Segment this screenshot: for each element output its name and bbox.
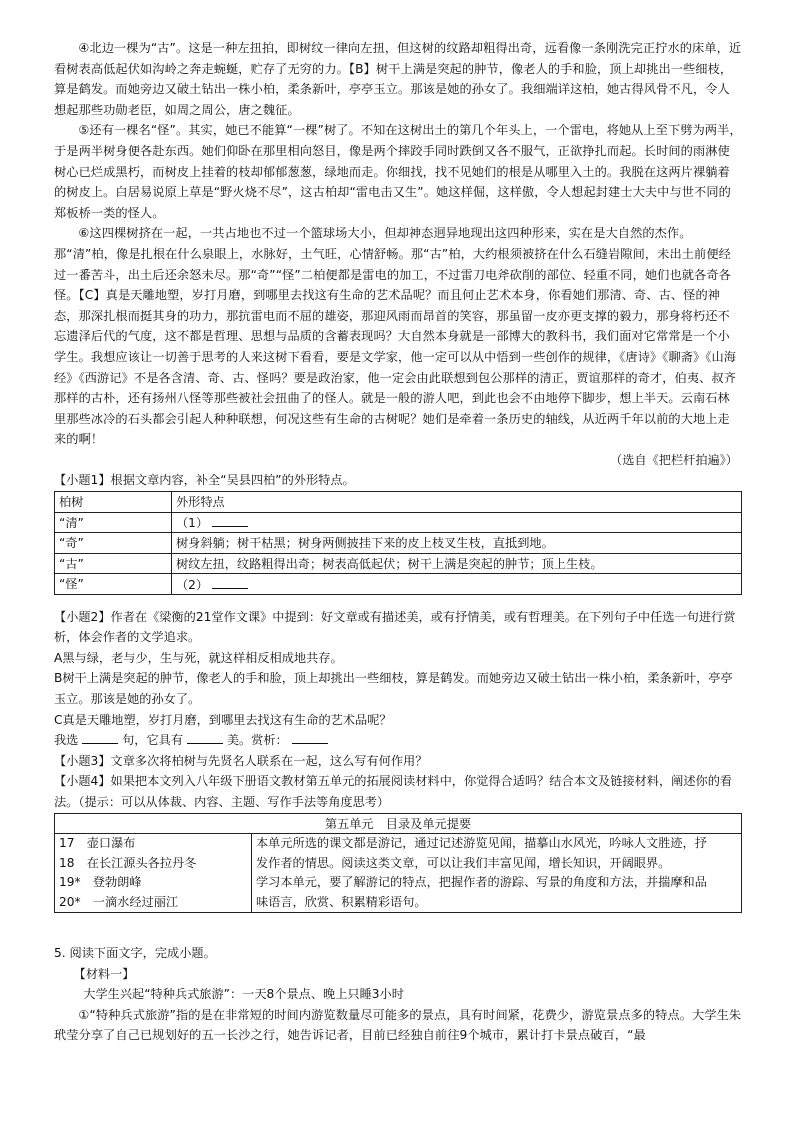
lesson-item: 17 壶口瀑布 bbox=[59, 836, 136, 850]
table-row bbox=[55, 533, 742, 554]
summary-line: 学习本单元，要了解游记的特点，把握作者的游踪、写景的角度和方法，并揣摩和品 bbox=[256, 875, 707, 889]
table-row bbox=[55, 834, 742, 913]
row-name: “清” bbox=[55, 512, 172, 533]
row-features: 树纹左扭，纹路粗得出奇；树表高低起伏；树干上满是突起的肿节；顶上生枝。 bbox=[172, 553, 742, 574]
lesson-item: 19* 登勃朗峰 bbox=[59, 875, 142, 889]
option-a: A黑与绿，老与少，生与死，就这样相反相成地共存。 bbox=[54, 650, 343, 665]
row-name: “古” bbox=[55, 553, 172, 574]
question-1-prompt: 【小题1】根据文章内容，补全“吴县四柏”的外形特点。 bbox=[54, 473, 355, 488]
header-features: 外形特点 bbox=[172, 492, 742, 513]
passage-source: （选自《把栏杆拍遍》） bbox=[610, 452, 738, 467]
unit-summary bbox=[252, 834, 742, 913]
row-features: 树身斜躺；树干枯黑；树身两侧披挂下来的皮上枝叉生枝，直抵到地。 bbox=[172, 533, 742, 554]
answer-blank-2[interactable]: （2） bbox=[172, 574, 742, 595]
material-paragraph-1: ①“特种兵式旅游”指的是在非常短的时间内游览数量尽可能多的景点，具有时间紧，花费少，游览景点多的特点。大学生朱玳莹分享了自己已规划好的五一长沙之行，她告诉记者，目前已经独自前往9个城市，累计打卡景点破百，“最 bbox=[54, 1007, 742, 1043]
table-row bbox=[55, 574, 742, 595]
passage-paragraph-4: ④北边一棵为“古”。这是一种左扭拍，即树纹一律向左扭，但这树的纹路却粗得出奇，远看像一条刚洗完正拧水的床单，近看树表高低起伏如沟岭之奔走蜿蜒，贮存了无穷的力。【B】树干上满是突起的肿节，像老人的手和脸，顶上却挑出一些细枝，算是鹤发。而她旁边又破土钻出一株小柏，柔条新叶，亭亭玉立。那该是她的孙女了。我细端详这柏，她古得风骨不凡，令人想起那些功勋老臣，如周之周公，唐之魏征。 bbox=[54, 41, 742, 117]
table-header-row bbox=[55, 492, 742, 513]
passage-paragraph-6: ⑥这四棵树挤在一起，一共占地也不过一个篮球场大小，但却神态迥异地现出这四种形来，实在是大自然的杰作。那“清”柏，像是扎根在什么泉眼上，水脉好，土气旺，心情舒畅。那“古”柏，大约根须被挤在什么石缝岩隙间，未出土前便经过一番苦斗，出土后还余怒未尽。那“奇”“怪”二柏便都是雷电的加工，不过雷刀电斧砍削的部位、轻重不同，她们也就各奇各怪。【C】真是天雕地塑，岁打月磨，到哪里去找这有生命的艺术品呢？而且何止艺术本身，你看她们那清、奇、古、怪的神态，那深扎根而挺其身的功力，那抗雷电而不屈的雄姿，那迎风雨而昂首的笑容，那虽留一皮亦更支撑的毅力，那身将朽还不忘遗泽后代的气度，这不都是哲理、思想与品质的含蓄表现吗？大自然本身就是一部博大的教科书，我们面对它常常是一个小学生。我想应该让一切善于思考的人来这树下看看，要是文学家，他一定可以从中悟到一些创作的规律，《唐诗》《聊斋》《山海经》《西游记》不是各含清、奇、古、怪吗？要是政治家，他一定会由此联想到包公那样的清正，贾谊那样的奇才，伯夷、叔齐那样的古朴，还有扬州八怪等那些被社会扭曲了的怪人。就是一般的游人吧，到此也会不由地停下脚步，想上半天。云南石林里那些冰冷的石头都会引起人种种联想，何况这些有生命的古树呢？她们是牵着一条历史的轴线，从近两千年以前的大地上走来的啊！ bbox=[54, 226, 737, 447]
lesson-item: 20* 一滴水经过丽江 bbox=[59, 894, 179, 909]
material-subtitle: 大学生兴起“特种兵式旅游”：一天8个景点、晚上只睡3小时 bbox=[83, 987, 404, 1002]
question-2-answer-line: 我选 句，它具有 美。赏析： bbox=[54, 730, 742, 751]
material-label: 【材料一】 bbox=[73, 966, 135, 981]
answer-blank-analysis[interactable] bbox=[292, 730, 328, 744]
table-row bbox=[55, 512, 742, 533]
lesson-list bbox=[55, 834, 252, 913]
question-2-prompt: 【小题2】作者在《梁衡的21堂作文课》中提到：好文章或有描述美，或有抒情美，或有哲理美。在下列句子中任选一句进行赏析，体会作者的文学追求。 bbox=[54, 609, 736, 645]
table-row bbox=[55, 553, 742, 574]
option-c: C真是天雕地塑，岁打月磨，到哪里去找这有生命的艺术品呢？ bbox=[54, 712, 392, 727]
exam-page bbox=[54, 38, 742, 1046]
answer-blank-sentence[interactable] bbox=[82, 730, 118, 744]
header-cypress: 柏树 bbox=[55, 492, 172, 513]
summary-line: 发作者的情思。阅读这类文章，可以让我们丰富见闻，增长知识，开阔眼界。 bbox=[256, 855, 671, 870]
passage-paragraph-5: ⑤还有一棵名“怪”。其实，她已不能算“一棵”树了。不知在这树出土的第几个年头上，一个雷电，将她从上至下劈为两半，于是两半树身便各赴东西。她们仰卧在那里相向怒目，像是两个摔跤手同时跌倒又各不服气，正欲挣扎而起。长时间的雨淋使树心已烂成黑朽，而树皮上挂着的枝却郁郁葱葱，绿地而走。你细找，找不见她们的根是从哪里入土的。我脱在这两片裸躺着的树皮上。白居易说原上草是“野火烧不尽”，这古柏却“雷电击又生”。她这样倔，这样傲，令人想起封建士大夫中与世不同的郑板桥一类的怪人。 bbox=[54, 123, 742, 220]
table-header-row bbox=[55, 813, 742, 834]
unit-five-table bbox=[54, 813, 742, 914]
fill-blank[interactable] bbox=[212, 575, 248, 589]
summary-line: 味语言，欣赏、积累精彩语句。 bbox=[256, 894, 427, 909]
row-name: “奇” bbox=[55, 533, 172, 554]
lesson-item: 18 在长江源头各拉丹冬 bbox=[59, 855, 197, 870]
answer-blank-1[interactable]: （1） bbox=[172, 512, 742, 533]
unit-table-title: 第五单元 目录及单元提要 bbox=[55, 813, 742, 834]
summary-line: 本单元所选的课文都是游记，通过记述游览见闻，描摹山水风光，吟咏人文胜迹，抒 bbox=[256, 836, 707, 850]
fill-blank[interactable] bbox=[212, 513, 248, 527]
answer-blank-beauty[interactable] bbox=[187, 730, 223, 744]
row-name: “怪” bbox=[55, 574, 172, 595]
cypress-features-table bbox=[54, 491, 742, 595]
question-3-prompt: 【小题3】文章多次将柏树与先贤名人联系在一起，这么写有何作用？ bbox=[54, 753, 428, 768]
question-4-prompt: 【小题4】如果把本文列入八年级下册语文教材第五单元的拓展阅读材料中，你觉得合适吗？结合本文及链接材料，阐述你的看法。（提示：可以从体裁、内容、主题、写作手法等角度思考） bbox=[54, 774, 733, 809]
option-b: B树干上满是突起的肿节，像老人的手和脸，顶上却挑出一些细枝，算是鹤发。而她旁边又破土钻出一株小柏，柔条新叶，亭亭玉立。那该是她的孙女了。 bbox=[54, 671, 733, 706]
section-5-heading: 5. 阅读下面文字，完成小题。 bbox=[54, 946, 216, 960]
